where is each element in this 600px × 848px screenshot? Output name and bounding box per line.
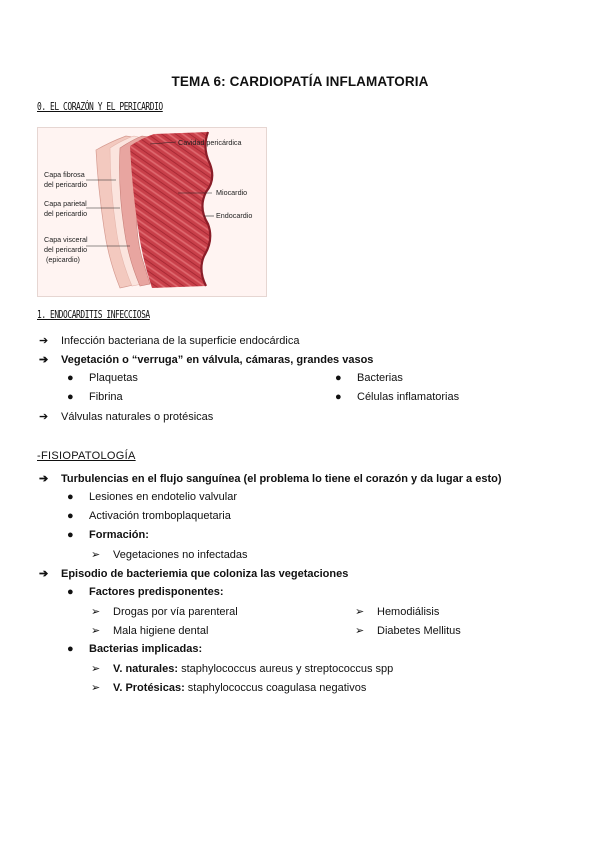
bullet-icon: ● bbox=[67, 391, 74, 403]
chevron-right-icon: ➢ bbox=[91, 682, 101, 694]
arrow-icon: ➔ bbox=[39, 568, 49, 580]
bullet-icon: ● bbox=[67, 643, 74, 655]
chevron-right-icon: ➢ bbox=[355, 625, 365, 637]
bullet-icon: ● bbox=[335, 391, 342, 403]
section-heading-corazon: 0. EL CORAZÓN Y EL PERICARDIO bbox=[37, 100, 163, 113]
bullet-icon: ● bbox=[67, 372, 74, 384]
list-item: ➢ Vegetaciones no infectadas bbox=[91, 549, 248, 561]
list-item: ➔ Válvulas naturales o protésicas bbox=[39, 411, 214, 423]
label-visceral-2: del pericardio bbox=[44, 245, 88, 254]
list-item: ● Fibrina bbox=[67, 391, 123, 403]
arrow-icon: ➔ bbox=[39, 354, 49, 366]
list-item: ➢ Drogas por vía parenteral bbox=[91, 606, 238, 618]
chevron-right-icon: ➢ bbox=[91, 663, 101, 675]
label-parietal-1: Capa parietal bbox=[44, 199, 87, 208]
list-item: ● Formación: bbox=[67, 529, 149, 541]
list-item: ● Bacterias bbox=[335, 372, 403, 384]
bullet-icon: ● bbox=[67, 586, 74, 598]
arrow-icon: ➔ bbox=[39, 335, 49, 347]
list-item: ● Activación tromboplaquetaria bbox=[67, 510, 231, 522]
chevron-right-icon: ➢ bbox=[355, 606, 365, 618]
bullet-icon: ● bbox=[335, 372, 342, 384]
section-heading-fisiopatologia: -FISIOPATOLOGÍA bbox=[37, 450, 136, 462]
chevron-right-icon: ➢ bbox=[91, 549, 101, 561]
list-item: ● Factores predisponentes: bbox=[67, 586, 224, 598]
bullet-icon: ● bbox=[67, 529, 74, 541]
label-cavidad: Cavidad pericárdica bbox=[178, 138, 242, 147]
arrow-icon: ➔ bbox=[39, 411, 49, 423]
bullet-icon: ● bbox=[67, 510, 74, 522]
label-parietal-2: del pericardio bbox=[44, 209, 88, 218]
section-heading-endocarditis: 1. ENDOCARDITIS INFECCIOSA bbox=[37, 308, 150, 321]
label-visceral-1: Capa visceral bbox=[44, 235, 88, 244]
list-item: ● Lesiones en endotelio valvular bbox=[67, 491, 237, 503]
page-title: TEMA 6: CARDIOPATÍA INFLAMATORIA bbox=[171, 74, 429, 89]
list-item: ➢ Diabetes Mellitus bbox=[355, 625, 461, 637]
chevron-right-icon: ➢ bbox=[91, 625, 101, 637]
label-visceral-3: (epicardio) bbox=[46, 255, 80, 264]
label-fibrosa-1: Capa fibrosa bbox=[44, 170, 85, 179]
list-item: ➔ Episodio de bacteriemia que coloniza las vegetaciones bbox=[39, 568, 349, 580]
label-endocardio: Endocardio bbox=[216, 211, 253, 220]
list-item: ➢ Mala higiene dental bbox=[91, 625, 209, 637]
arrow-icon: ➔ bbox=[39, 473, 49, 485]
list-item: ● Bacterias implicadas: bbox=[67, 643, 203, 655]
list-item: ➔ Infección bacteriana de la superficie endocárdica bbox=[39, 335, 300, 347]
list-item: ● Plaquetas bbox=[67, 372, 138, 384]
list-item: ➢ V. Protésicas: staphylococcus coagulasa negativos bbox=[91, 682, 367, 694]
list-item: ➔ Vegetación o “verruga” en válvula, cámaras, grandes vasos bbox=[39, 354, 374, 366]
chevron-right-icon: ➢ bbox=[91, 606, 101, 618]
heart-layers-figure bbox=[37, 127, 267, 297]
heart-layers-illustration bbox=[38, 128, 266, 296]
bullet-icon: ● bbox=[67, 491, 74, 503]
list-item: ➢ Hemodiálisis bbox=[355, 606, 440, 618]
label-fibrosa-2: del pericardio bbox=[44, 180, 88, 189]
list-item: ● Células inflamatorias bbox=[335, 391, 460, 403]
list-item: ➢ V. naturales: staphylococcus aureus y streptococcus spp bbox=[91, 663, 394, 675]
label-miocardio: Miocardio bbox=[216, 188, 248, 197]
list-item: ➔ Turbulencias en el flujo sanguínea (el problema lo tiene el corazón y da lugar a esto) bbox=[39, 473, 502, 485]
